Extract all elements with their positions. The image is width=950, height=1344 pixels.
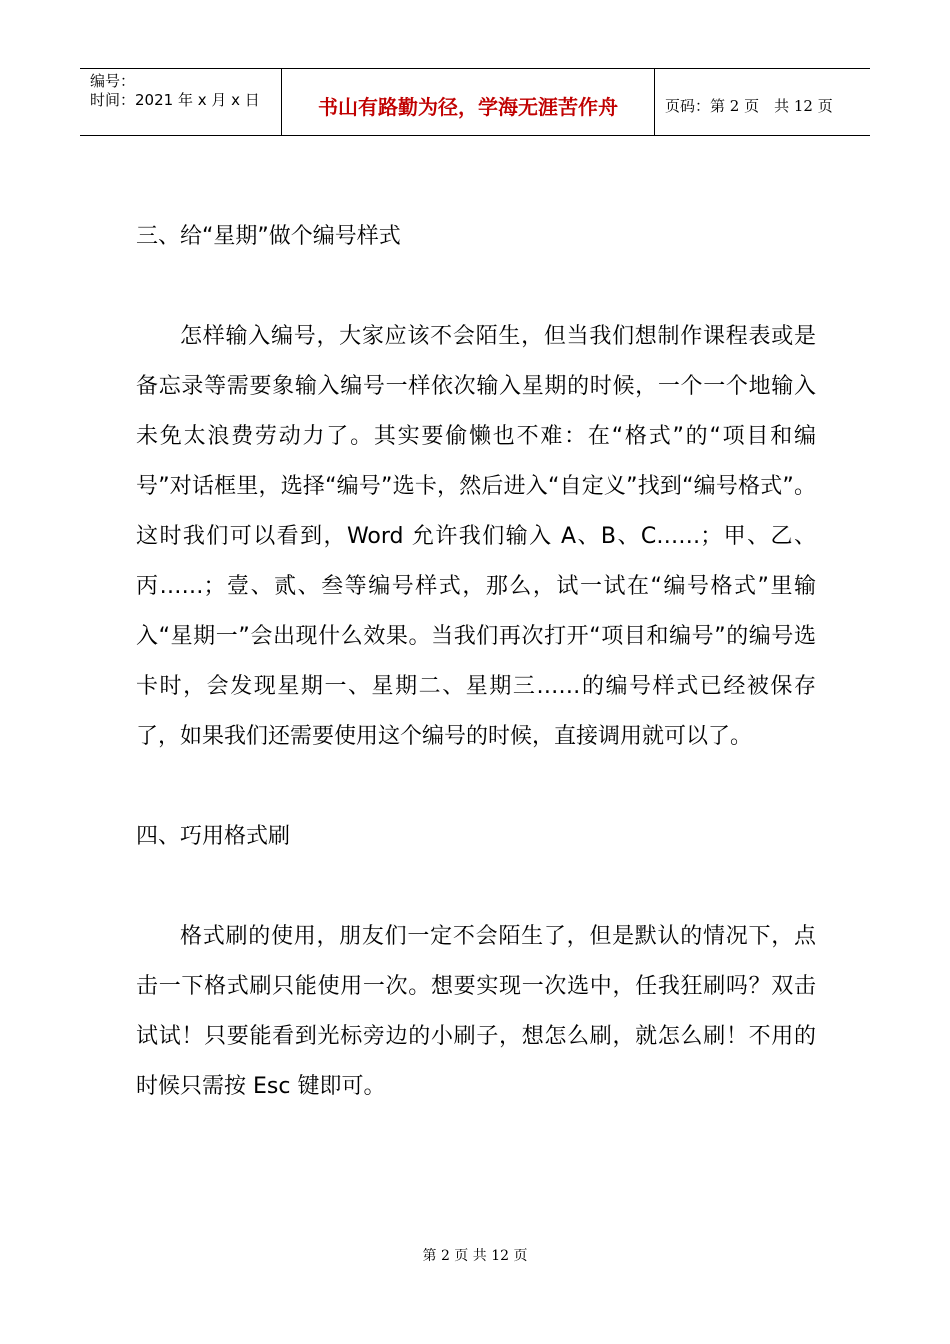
spacer [136, 262, 816, 312]
spacer [136, 762, 816, 812]
page-footer [0, 1245, 950, 1265]
document-body [136, 212, 816, 1112]
header-meta-cell [80, 69, 282, 135]
header-page-info: 页码：第 2 页 共 12 页 [665, 96, 833, 115]
spacer [136, 862, 816, 912]
section-paragraph: 格式刷的使用，朋友们一定不会陌生了，但是默认的情况下，点击一下格式刷只能使用一次。想要实现一次选中，任我狂刷吗？双击试试！只要能看到光标旁边的小刷子，想怎么刷，就怎么刷！不用的时候只需按 Esc 键即可。 [136, 924, 816, 1099]
header-page-cell [655, 69, 870, 135]
header-motto-cell [282, 69, 655, 135]
header-motto: 书山有路勤为径，学海无涯苦作舟 [318, 94, 618, 119]
section-heading: 四、巧用格式刷 [136, 824, 291, 849]
page-header [80, 68, 870, 136]
document-number-label: 编号： [90, 72, 136, 90]
document-date: 时间：2021 年 x 月 x 日 [90, 91, 260, 109]
section-heading: 三、给“星期”做个编号样式 [136, 224, 401, 249]
section-paragraph: 怎样输入编号，大家应该不会陌生，但当我们想制作课程表或是备忘录等需要象输入编号一样依次输入星期的时候，一个一个地输入未免太浪费劳动力了。其实要偷懒也不难：在“格式”的“项目和编号”对话框里，选择“编号”选卡，然后进入“自定义”找到“编号格式”。这时我们可以看到，Word 允许我们输入 A、B、C……；甲、乙、丙……；壹、贰、叁等编号样式，那么，试一试在“编号格式”里输入“星期一”会出现什么效果。当我们再次打开“项目和编号”的编号选卡时，会发现星期一、星期二、星期三……的编号样式已经被保存了，如果我们还需要使用这个编号的时候，直接调用就可以了。 [136, 324, 816, 749]
footer-page-number: 第 2 页 共 12 页 [422, 1248, 528, 1264]
